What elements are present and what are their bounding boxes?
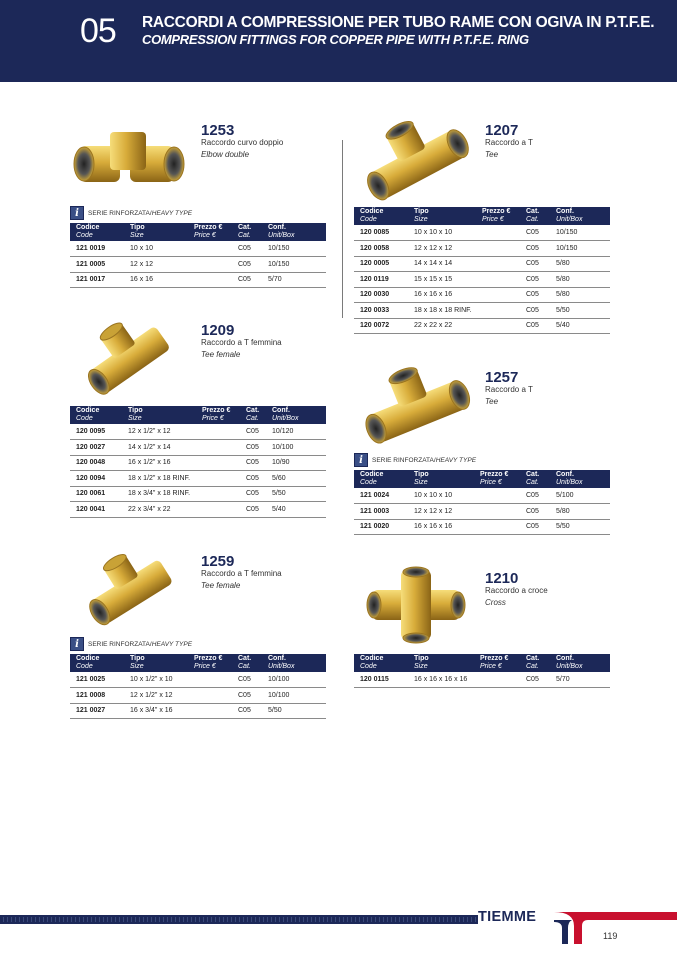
cell-cat: C05 <box>240 486 266 502</box>
table-row <box>354 318 610 334</box>
column-divider <box>342 140 343 318</box>
cell-conf: 10/150 <box>550 241 610 257</box>
product-name-it-1259: Raccordo a T femmina <box>201 569 282 578</box>
tee-female-image <box>80 320 180 398</box>
cell-price <box>476 272 520 288</box>
cell-price <box>476 303 520 319</box>
cell-cat: C05 <box>240 424 266 440</box>
table-row <box>70 688 326 704</box>
serie-label-en: HEAVY TYPE <box>151 209 193 217</box>
page-header <box>0 0 677 82</box>
cell-cat: C05 <box>520 241 550 257</box>
serie-label-it: SERIE RINFORZATA/ <box>372 456 436 464</box>
cell-cat: C05 <box>520 488 550 504</box>
cell-code: 120 0061 <box>70 486 122 502</box>
cell-code: 121 0020 <box>354 519 408 535</box>
brand-logo <box>478 909 554 926</box>
elbow-double-image <box>70 126 188 198</box>
cell-price <box>196 471 240 487</box>
product-code-1253: 1253 <box>201 122 235 139</box>
col-code: Codice Code <box>70 406 122 424</box>
cell-code: 120 0095 <box>70 424 122 440</box>
product-table-1207 <box>354 207 610 334</box>
table-row <box>354 303 610 319</box>
cell-cat: C05 <box>520 272 550 288</box>
cell-type: 10 x 10 x 10 <box>408 488 474 504</box>
table-row <box>70 272 326 288</box>
product-name-it-1253: Raccordo curvo doppio <box>201 138 284 147</box>
cell-price <box>476 256 520 272</box>
cell-conf: 5/50 <box>550 303 610 319</box>
cell-conf: 10/100 <box>262 688 326 704</box>
table-row <box>354 488 610 504</box>
cell-price <box>188 257 232 273</box>
table-row <box>70 502 326 518</box>
col-cat: Cat. Cat. <box>520 654 550 672</box>
col-price: Prezzo € Price € <box>196 406 240 424</box>
cell-conf: 5/50 <box>550 519 610 535</box>
serie-note-1257 <box>354 453 476 467</box>
cell-cat: C05 <box>520 318 550 334</box>
serie-note-1259 <box>70 637 192 651</box>
product-code-1259: 1259 <box>201 553 235 570</box>
product-code-1207: 1207 <box>485 122 519 139</box>
page-number: 119 <box>603 931 618 941</box>
cell-cat: C05 <box>520 256 550 272</box>
cell-price <box>196 486 240 502</box>
cell-conf: 10/150 <box>262 241 326 257</box>
col-type: Tipo Size <box>408 207 476 225</box>
product-name-it-1209: Raccordo a T femmina <box>201 338 282 347</box>
cell-cat: C05 <box>240 471 266 487</box>
product-name-it-1257: Raccordo a T <box>485 385 533 394</box>
cell-price <box>196 455 240 471</box>
table-row <box>70 241 326 257</box>
product-name-en-1207: Tee <box>485 150 499 159</box>
cell-price <box>196 424 240 440</box>
col-type: Tipo Size <box>124 654 188 672</box>
table-row <box>70 440 326 456</box>
col-price: Prezzo € Price € <box>188 654 232 672</box>
cell-cat: C05 <box>232 241 262 257</box>
product-table-1209 <box>70 406 326 518</box>
cell-cat: C05 <box>232 257 262 273</box>
cell-code: 121 0008 <box>70 688 124 704</box>
cell-type: 18 x 18 x 18 RINF. <box>408 303 476 319</box>
table-row <box>354 287 610 303</box>
cell-price <box>188 672 232 688</box>
table-row <box>354 519 610 535</box>
cell-code: 120 0033 <box>354 303 408 319</box>
cell-conf: 5/50 <box>266 486 326 502</box>
cell-code: 121 0024 <box>354 488 408 504</box>
cell-code: 120 0027 <box>70 440 122 456</box>
col-conf: Conf. Unit/Box <box>262 654 326 672</box>
cell-code: 120 0115 <box>354 672 408 688</box>
cell-conf: 5/70 <box>262 272 326 288</box>
table-row <box>354 241 610 257</box>
cell-price <box>188 272 232 288</box>
col-cat: Cat. Cat. <box>232 223 262 241</box>
cell-price <box>474 488 520 504</box>
cell-code: 120 0048 <box>70 455 122 471</box>
cell-cat: C05 <box>240 440 266 456</box>
cell-type: 14 x 14 x 14 <box>408 256 476 272</box>
cell-cat: C05 <box>520 672 550 688</box>
cell-code: 120 0094 <box>70 471 122 487</box>
cell-type: 22 x 22 x 22 <box>408 318 476 334</box>
table-row <box>354 225 610 241</box>
product-table-1210 <box>354 654 610 688</box>
serie-label-en: HEAVY TYPE <box>151 640 193 648</box>
col-type: Tipo Size <box>408 470 474 488</box>
cell-type: 22 x 3/4" x 22 <box>122 502 196 518</box>
cell-conf: 5/50 <box>262 703 326 719</box>
cell-type: 12 x 12 <box>124 257 188 273</box>
col-conf: Conf. Unit/Box <box>262 223 326 241</box>
cell-price <box>474 672 520 688</box>
cell-price <box>476 287 520 303</box>
cell-cat: C05 <box>520 303 550 319</box>
cell-conf: 5/80 <box>550 272 610 288</box>
cell-cat: C05 <box>240 455 266 471</box>
cell-conf: 5/80 <box>550 256 610 272</box>
cell-type: 16 x 16 x 16 <box>408 519 474 535</box>
cell-cat: C05 <box>240 502 266 518</box>
cell-cat: C05 <box>520 519 550 535</box>
footer-stripes <box>0 917 478 922</box>
cell-conf: 5/60 <box>266 471 326 487</box>
cell-conf: 5/70 <box>550 672 610 688</box>
cell-type: 18 x 3/4" x 18 RINF. <box>122 486 196 502</box>
cell-type: 16 x 16 x 16 x 16 <box>408 672 474 688</box>
cell-type: 10 x 10 x 10 <box>408 225 476 241</box>
cell-cat: C05 <box>520 287 550 303</box>
cell-price <box>196 440 240 456</box>
col-cat: Cat. Cat. <box>520 470 550 488</box>
cell-code: 121 0005 <box>70 257 124 273</box>
cell-type: 12 x 1/2" x 12 <box>122 424 196 440</box>
product-table-1253 <box>70 223 326 288</box>
cell-conf: 5/100 <box>550 488 610 504</box>
col-conf: Conf. Unit/Box <box>550 470 610 488</box>
col-price: Prezzo € Price € <box>476 207 520 225</box>
col-code: Codice Code <box>354 470 408 488</box>
chapter-number: 05 <box>80 12 116 50</box>
col-type: Tipo Size <box>408 654 474 672</box>
col-price: Prezzo € Price € <box>474 470 520 488</box>
product-code-1210: 1210 <box>485 570 519 587</box>
cell-conf: 5/40 <box>550 318 610 334</box>
tee-heavy-image <box>362 365 472 449</box>
cell-type: 10 x 10 <box>124 241 188 257</box>
col-type: Tipo Size <box>124 223 188 241</box>
product-code-1257: 1257 <box>485 369 519 386</box>
col-price: Prezzo € Price € <box>188 223 232 241</box>
cell-code: 120 0005 <box>354 256 408 272</box>
tee-female-heavy-image <box>82 552 182 630</box>
col-code: Codice Code <box>70 223 124 241</box>
info-icon: i <box>354 453 368 467</box>
cell-type: 12 x 12 x 12 <box>408 504 474 520</box>
cell-price <box>476 318 520 334</box>
cross-image <box>366 566 466 644</box>
cell-type: 18 x 1/2" x 18 RINF. <box>122 471 196 487</box>
table-row <box>354 256 610 272</box>
cell-code: 120 0030 <box>354 287 408 303</box>
table-row <box>70 455 326 471</box>
cell-type: 16 x 16 x 16 <box>408 287 476 303</box>
cell-cat: C05 <box>232 272 262 288</box>
cell-conf: 5/80 <box>550 504 610 520</box>
col-cat: Cat. Cat. <box>240 406 266 424</box>
cell-type: 16 x 3/4" x 16 <box>124 703 188 719</box>
col-code: Codice Code <box>354 207 408 225</box>
tee-image <box>362 118 472 202</box>
cell-code: 120 0072 <box>354 318 408 334</box>
info-icon: i <box>70 206 84 220</box>
product-name-en-1257: Tee <box>485 397 499 406</box>
table-row <box>70 257 326 273</box>
product-table-1259 <box>70 654 326 719</box>
cell-type: 12 x 12 x 12 <box>408 241 476 257</box>
cell-price <box>188 703 232 719</box>
cell-price <box>188 688 232 704</box>
col-type: Tipo Size <box>122 406 196 424</box>
product-name-en-1253: Elbow double <box>201 150 250 159</box>
cell-conf: 10/120 <box>266 424 326 440</box>
cell-conf: 10/150 <box>550 225 610 241</box>
cell-price <box>474 504 520 520</box>
col-conf: Conf. Unit/Box <box>266 406 326 424</box>
product-name-en-1259: Tee female <box>201 581 241 590</box>
cell-conf: 10/100 <box>262 672 326 688</box>
cell-code: 121 0019 <box>70 241 124 257</box>
cell-type: 12 x 1/2" x 12 <box>124 688 188 704</box>
product-name-it-1207: Raccordo a T <box>485 138 533 147</box>
cell-price <box>474 519 520 535</box>
table-row <box>70 486 326 502</box>
cell-type: 14 x 1/2" x 14 <box>122 440 196 456</box>
col-code: Codice Code <box>70 654 124 672</box>
col-cat: Cat. Cat. <box>232 654 262 672</box>
col-conf: Conf. Unit/Box <box>550 654 610 672</box>
cell-price <box>476 225 520 241</box>
info-icon: i <box>70 637 84 651</box>
cell-code: 120 0085 <box>354 225 408 241</box>
cell-price <box>196 502 240 518</box>
product-name-en-1210: Cross <box>485 598 506 607</box>
page-subtitle: COMPRESSION FITTINGS FOR COPPER PIPE WITH P.T.F.E. RING <box>142 32 529 47</box>
cell-type: 15 x 15 x 15 <box>408 272 476 288</box>
cell-conf: 10/90 <box>266 455 326 471</box>
cell-cat: C05 <box>232 688 262 704</box>
table-row <box>70 672 326 688</box>
col-code: Codice Code <box>354 654 408 672</box>
col-conf: Conf. Unit/Box <box>550 207 610 225</box>
cell-conf: 10/100 <box>266 440 326 456</box>
cell-cat: C05 <box>232 672 262 688</box>
cell-code: 120 0119 <box>354 272 408 288</box>
serie-label-it: SERIE RINFORZATA/ <box>88 640 152 648</box>
cell-cat: C05 <box>232 703 262 719</box>
product-name-en-1209: Tee female <box>201 350 241 359</box>
cell-price <box>476 241 520 257</box>
product-name-it-1210: Raccordo a croce <box>485 586 548 595</box>
cell-code: 121 0003 <box>354 504 408 520</box>
cell-cat: C05 <box>520 504 550 520</box>
cell-price <box>188 241 232 257</box>
cell-code: 121 0027 <box>70 703 124 719</box>
cell-code: 121 0025 <box>70 672 124 688</box>
col-cat: Cat. Cat. <box>520 207 550 225</box>
cell-type: 10 x 1/2" x 10 <box>124 672 188 688</box>
cell-code: 120 0041 <box>70 502 122 518</box>
product-table-1257 <box>354 470 610 535</box>
cell-type: 16 x 1/2" x 16 <box>122 455 196 471</box>
serie-label-it: SERIE RINFORZATA/ <box>88 209 152 217</box>
table-row <box>354 504 610 520</box>
table-row <box>70 471 326 487</box>
brand-name: TIEMME <box>478 909 537 925</box>
cell-conf: 10/150 <box>262 257 326 273</box>
serie-label-en: HEAVY TYPE <box>435 456 477 464</box>
cell-code: 120 0058 <box>354 241 408 257</box>
cell-conf: 5/40 <box>266 502 326 518</box>
table-row <box>354 672 610 688</box>
table-row <box>70 703 326 719</box>
page-title: RACCORDI A COMPRESSIONE PER TUBO RAME CON OGIVA IN P.T.F.E. <box>142 14 655 31</box>
table-row <box>354 272 610 288</box>
product-code-1209: 1209 <box>201 322 235 339</box>
serie-note-1253 <box>70 206 192 220</box>
cell-type: 16 x 16 <box>124 272 188 288</box>
table-row <box>70 424 326 440</box>
cell-conf: 5/80 <box>550 287 610 303</box>
cell-cat: C05 <box>520 225 550 241</box>
col-price: Prezzo € Price € <box>474 654 520 672</box>
cell-code: 121 0017 <box>70 272 124 288</box>
